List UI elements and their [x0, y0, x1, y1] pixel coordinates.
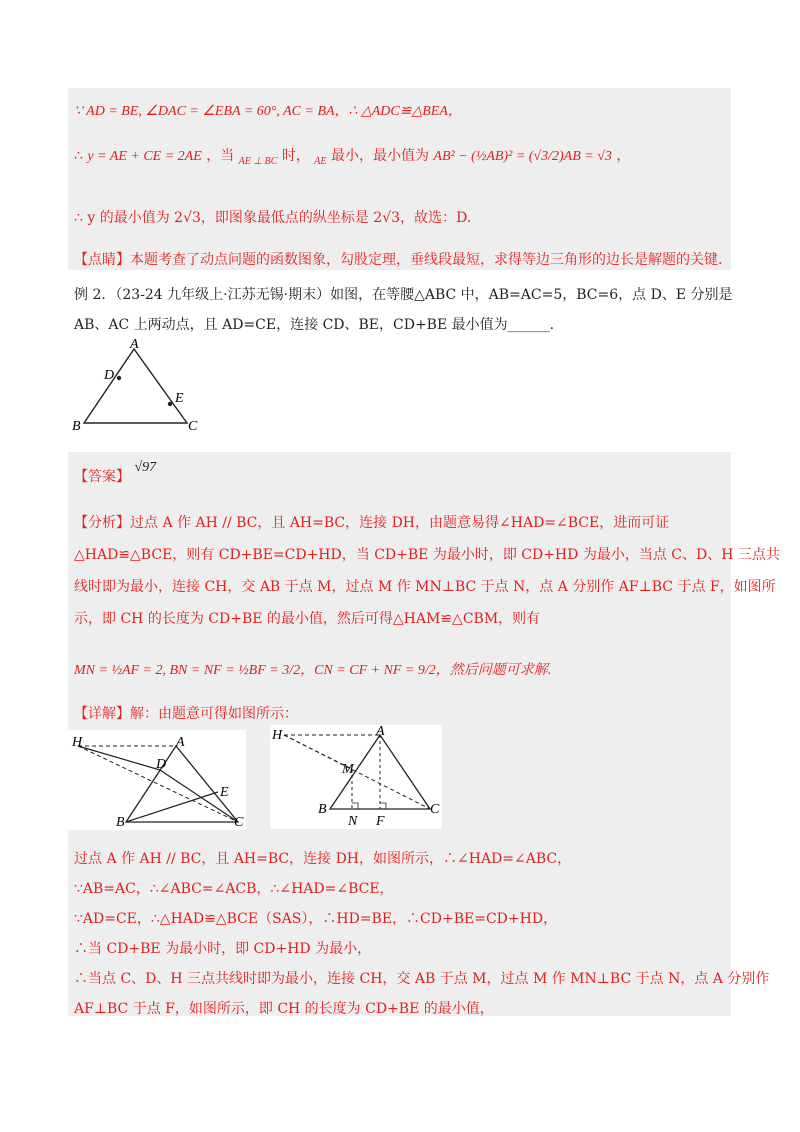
line-comment: 【点睛】本题考查了动点问题的函数图象，勾股定理，垂线段最短，求得等边三角形的边长是解题的关键. — [74, 252, 723, 268]
label-d: D — [156, 757, 167, 772]
analysis-line-3: 线时即为最小，连接 CH，交 AB 于点 M，过点 M 作 MN⊥BC 于点 N，点 A 分别作 AF⊥BC 于点 F，如图所 — [74, 579, 776, 595]
detail-step-1: 过点 A 作 AH // BC，且 AH=BC，连接 DH，如图所示，∴∠HAD=∠ABC， — [74, 851, 572, 867]
label-e: E — [175, 391, 184, 406]
detail-step-6: AF⊥BC 于点 F，如图所示，即 CH 的长度为 CD+BE 的最小值， — [74, 1001, 494, 1017]
segment-hd — [78, 746, 160, 770]
triangle-outline — [84, 349, 187, 423]
answer-line — [74, 460, 157, 486]
figure-triangle-abc — [70, 338, 210, 438]
formula-min-value: AB² − (½AB)² = (√3/2)AB = √3 — [433, 149, 612, 164]
label-c: C — [234, 815, 244, 830]
figure-construction-2 — [270, 725, 442, 829]
formula-y: y = AE + CE = 2AE — [87, 149, 202, 164]
label-d: D — [104, 368, 115, 383]
example-2-line-2: AB、AC 上两动点，且 AD=CE，连接 CD、BE，CD+BE 最小值为______. — [74, 317, 555, 333]
line-congruence: ∵ AD = BE, ∠DAC = ∠EBA = 60°, AC = BA，∴ △ADC≌△BEA， — [74, 104, 462, 119]
detail-step-4: ∴当 CD+BE 为最小时，即 CD+HD 为最小， — [74, 941, 372, 957]
analysis-line-2: △HAD≌△BCE，则有 CD+BE=CD+HD，当 CD+BE 为最小时，即 CD+HD 为最小，当点 C、D、H 三点共 — [74, 547, 780, 563]
right-angle-n — [352, 803, 358, 809]
analysis-line-1: 【分析】过点 A 作 AH // BC，且 AH=BC，连接 DH，由题意易得∠HAD=∠BCE，进而可证 — [74, 515, 670, 531]
label-b: B — [116, 815, 125, 830]
analysis-line-4: 示，即 CH 的长度为 CD+BE 的最小值，然后可得△HAM≌△CBM，则有 — [74, 611, 541, 627]
detail-step-5: ∴当点 C、D、H 三点共线时即为最小，连接 CH，交 AB 于点 M，过点 M 作 MN⊥BC 于点 N，点 A 分别作 — [74, 971, 770, 987]
answer-value: √97 — [134, 460, 157, 475]
label-a: A — [130, 338, 139, 352]
answer-label: 【答案】 — [74, 469, 130, 485]
right-angle-f — [380, 803, 386, 809]
label-m: M — [342, 762, 354, 777]
label-f: F — [376, 814, 385, 829]
label-c: C — [430, 802, 440, 817]
condition-perpendicular: AE ⊥ BC — [238, 156, 278, 167]
detail-step-2: ∵AB=AC，∴∠ABC=∠ACB，∴∠HAD=∠BCE， — [74, 881, 394, 897]
point-e — [168, 402, 172, 406]
analysis-line-5: MN = ½AF = 2, BN = NF = ½BF = 3/2，CN = CF + NF = 9/2，然后问题可求解. — [74, 663, 552, 678]
segment-be — [126, 792, 218, 822]
label-a: A — [376, 725, 385, 739]
label-a: A — [176, 735, 185, 750]
line-minimum-ae: ∴ y = AE + CE = 2AE ，当 $_{AE \perp BC}$ 时， $_{AE}$ 最小，最小值为 AB² − (½AB)² = (√3/2)AB = √3 ， — [74, 148, 631, 167]
label-e: E — [220, 785, 229, 800]
point-d — [117, 376, 121, 380]
label-h: H — [272, 728, 283, 743]
label-b: B — [72, 419, 81, 434]
line-min-y: ∴ y 的最小值为 2√3，即图象最低点的纵坐标是 2√3，故选：D. — [74, 210, 472, 226]
label-h: H — [72, 735, 83, 750]
figure-construction-1 — [68, 730, 246, 830]
label-b: B — [318, 802, 327, 817]
detail-step-3: ∵AD=CE，∴△HAD≌△BCE（SAS），∴HD=BE，∴CD+BE=CD+HD， — [74, 911, 558, 927]
detail-line: 【详解】解：由题意可得如图所示： — [74, 706, 298, 722]
label-c: C — [188, 419, 198, 434]
label-n: N — [348, 814, 358, 829]
example-2-line-1: 例 2．（23-24 九年级上·江苏无锡·期末）如图，在等腰△ABC 中，AB=AC=5，BC=6，点 D、E 分别是 — [74, 287, 733, 303]
